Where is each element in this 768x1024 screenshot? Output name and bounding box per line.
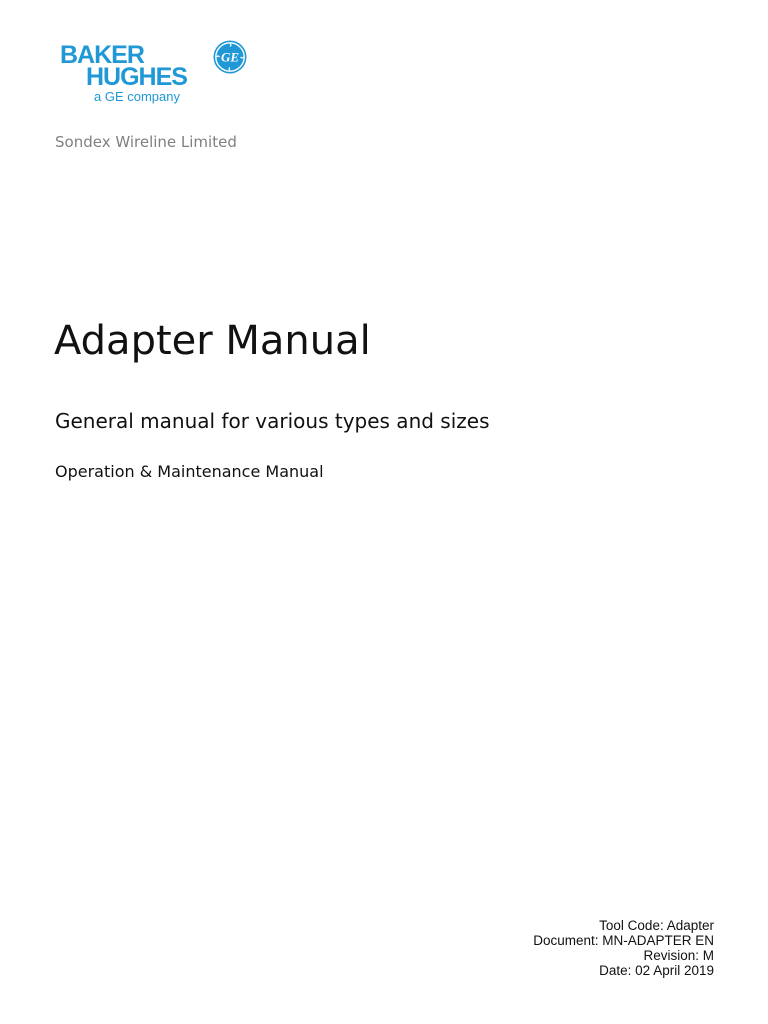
document-title: Adapter Manual xyxy=(54,318,371,364)
document-date: Date: 02 April 2019 xyxy=(599,963,714,978)
tool-code: Tool Code: Adapter xyxy=(599,918,714,933)
logo-tagline: a GE company xyxy=(94,89,180,104)
baker-hughes-logo xyxy=(60,38,260,108)
manual-type: Operation & Maintenance Manual xyxy=(55,462,324,481)
logo-word-hughes: HUGHES xyxy=(86,63,187,91)
document-subtitle: General manual for various types and sizes xyxy=(55,409,490,433)
ge-monogram-text: GE xyxy=(220,49,240,65)
logo-word-baker: BAKER xyxy=(60,41,144,69)
document-info-block xyxy=(533,918,714,978)
document-number: Document: MN-ADAPTER EN xyxy=(533,933,714,948)
ge-monogram-icon xyxy=(212,39,248,75)
revision: Revision: M xyxy=(643,948,714,963)
company-name: Sondex Wireline Limited xyxy=(55,133,237,151)
